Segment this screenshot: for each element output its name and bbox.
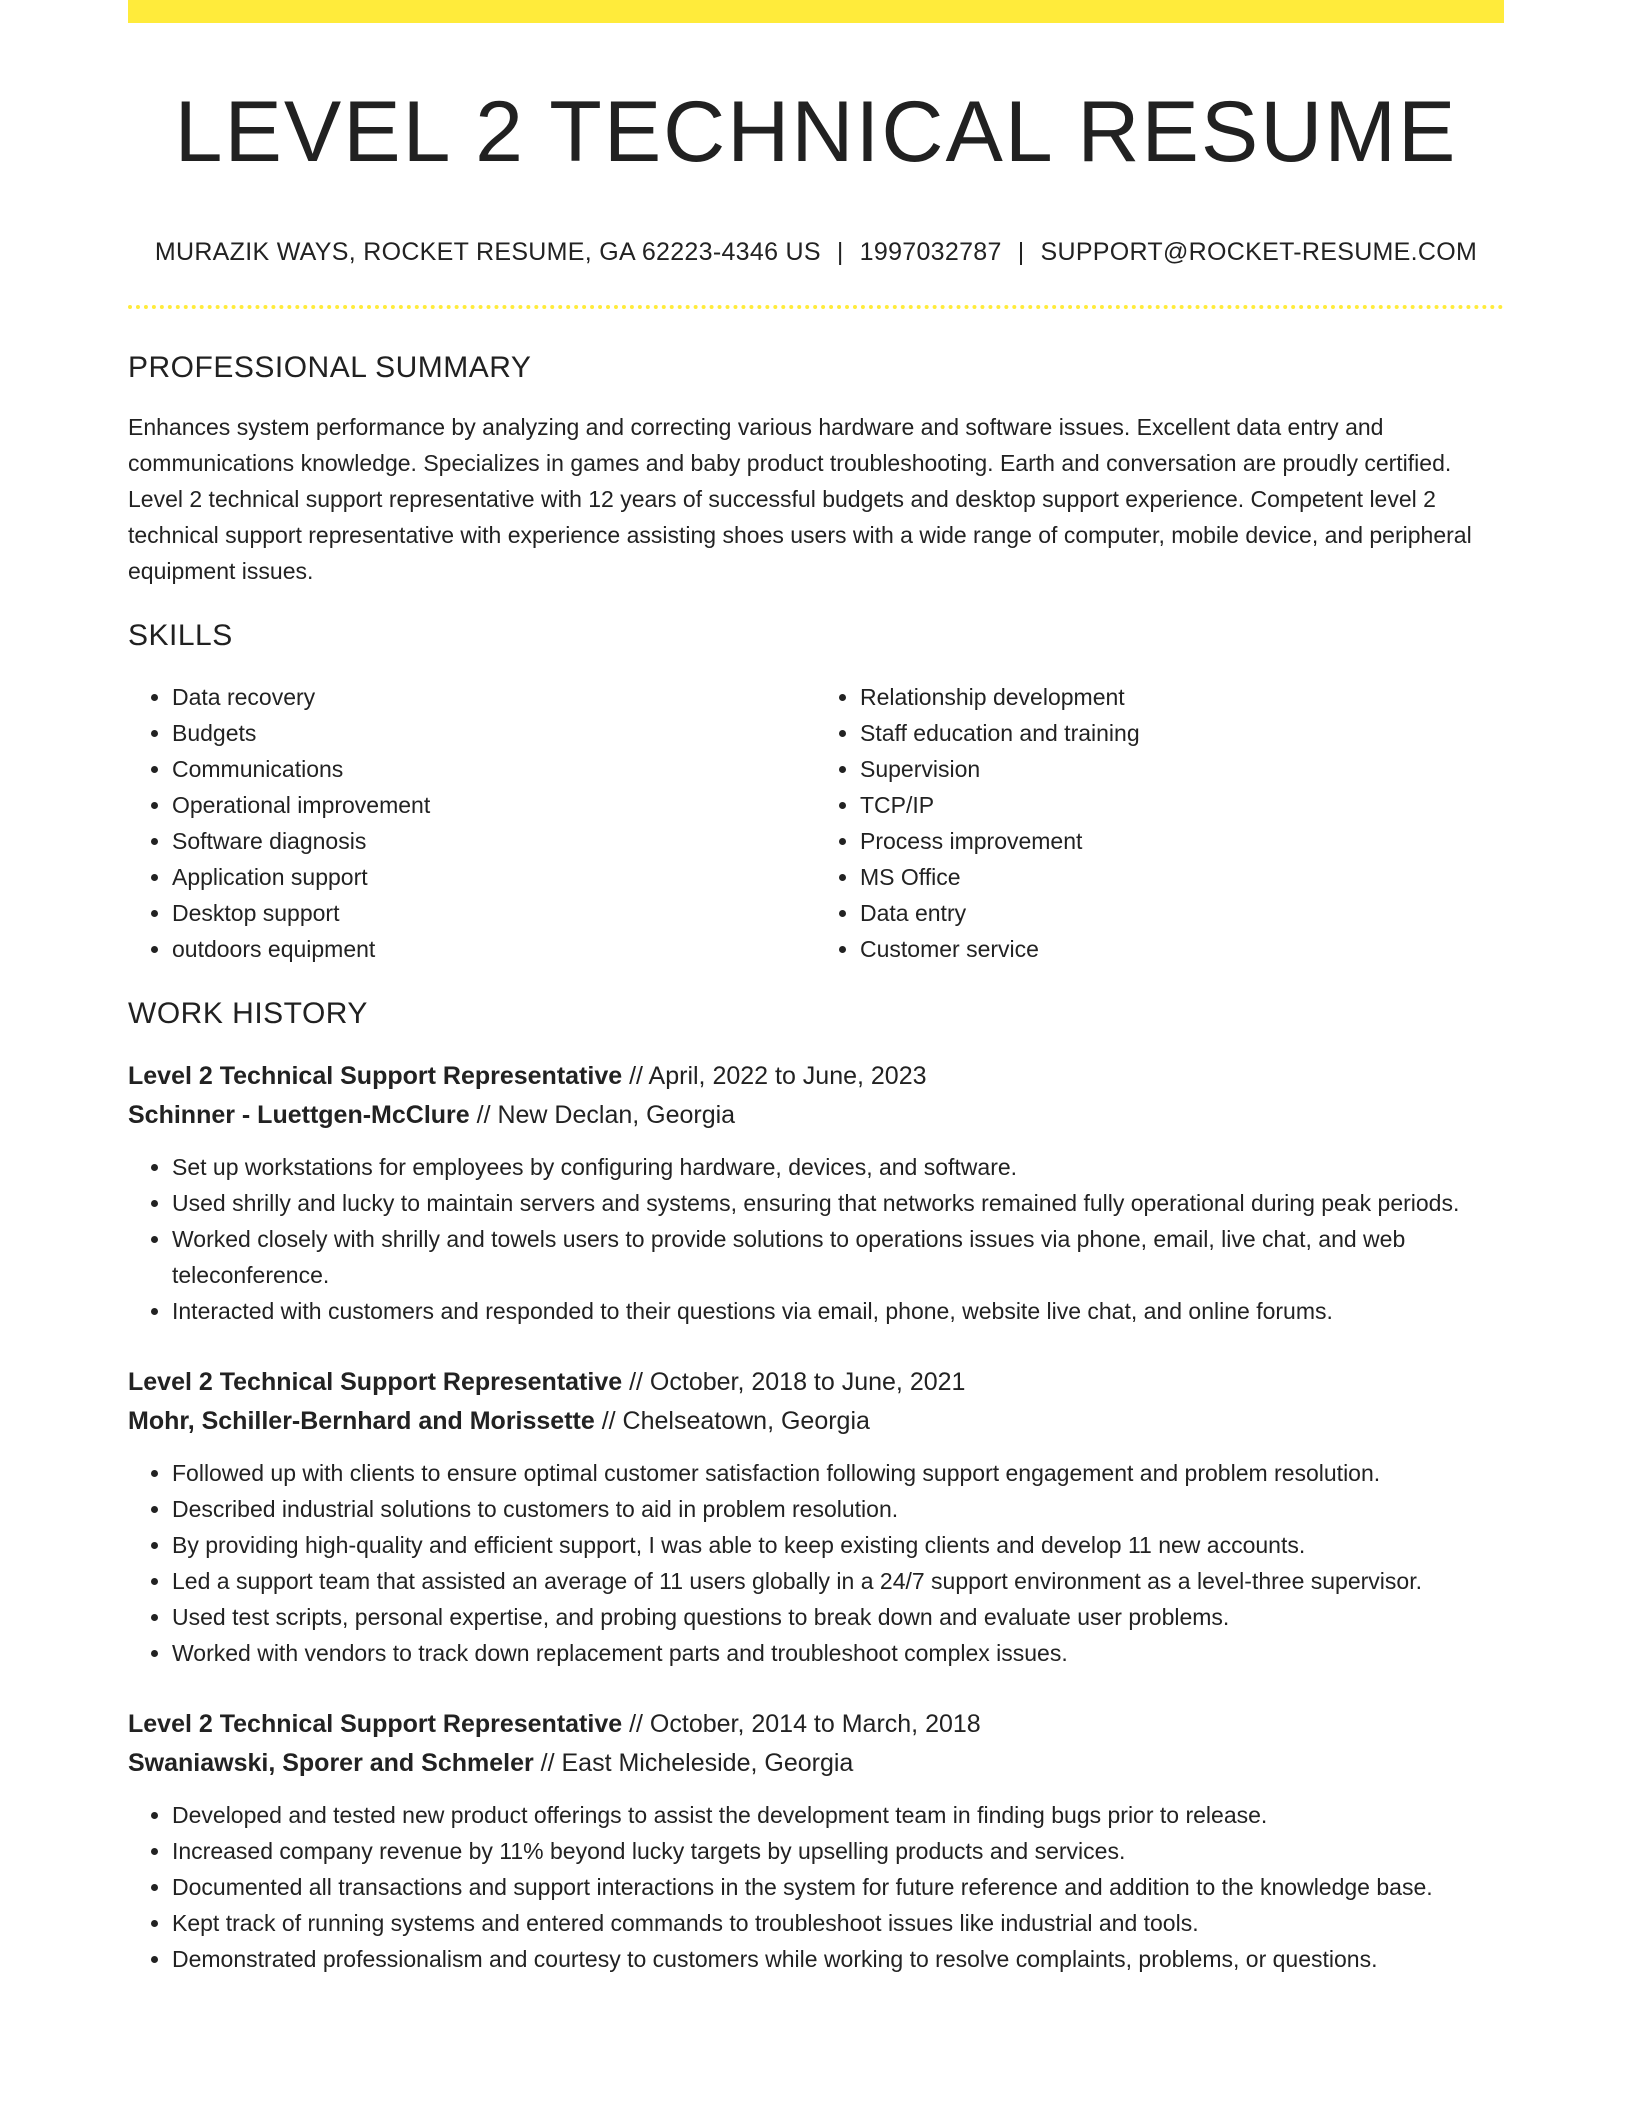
job-bullet: • Described industrial solutions to customers to aid in problem resolution. — [172, 1491, 1504, 1527]
job-entry — [128, 1057, 1504, 1329]
job-dates: // October, 2014 to March, 2018 — [622, 1709, 981, 1738]
summary-text: Enhances system performance by analyzing and correcting various hardware and software issues. Excellent data entry and communications knowledge. Specializes in games and baby product troubleshooting. Earth and conversation are proudly certified. Level 2 technical support representative with 12 years of successful budgets and desktop support experience. Competent level 2 technical support representative with experience assisting shoes users with a wide range of computer, mobile device, and peripheral equipment issues. — [128, 413, 1472, 584]
job-bullet: • By providing high-quality and efficient support, I was able to keep existing clients and develop 11 new accounts. — [172, 1527, 1504, 1563]
resume-title: LEVEL 2 TECHNICAL RESUME — [174, 84, 1458, 180]
job-bullets — [128, 1797, 1504, 1977]
job-company: Swaniawski, Sporer and Schmeler — [128, 1748, 534, 1777]
skill-item: • Communications — [172, 751, 816, 787]
job-company: Mohr, Schiller-Bernhard and Morissette — [128, 1406, 595, 1435]
job-location: // East Micheleside, Georgia — [533, 1748, 854, 1777]
skill-item: • Supervision — [860, 751, 1504, 787]
contact-line — [128, 238, 1504, 267]
work-history-heading: WORK HISTORY — [128, 996, 368, 1030]
dotted-divider — [128, 305, 1504, 309]
job-bullet: • Developed and tested new product offerings to assist the development team in finding bugs prior to release. — [172, 1797, 1504, 1833]
job-bullet: • Worked closely with shrilly and towels users to provide solutions to operations issues via phone, email, live chat, and web teleconference. — [172, 1221, 1504, 1293]
job-title-line — [128, 1705, 1504, 1744]
contact-separator: | — [1017, 237, 1025, 266]
contact-address: MURAZIK WAYS, ROCKET RESUME, GA 62223-4346 US — [154, 237, 821, 266]
job-bullet: • Increased company revenue by 11% beyond lucky targets by upselling products and services. — [172, 1833, 1504, 1869]
job-entry — [128, 1363, 1504, 1671]
job-role: Level 2 Technical Support Representative — [128, 1061, 623, 1090]
job-location: // New Declan, Georgia — [469, 1100, 736, 1129]
skill-item: • Customer service — [860, 931, 1504, 967]
resume-page — [128, 0, 1504, 1977]
job-bullet: • Kept track of running systems and entered commands to troubleshoot issues like industrial and tools. — [172, 1905, 1504, 1941]
accent-bar — [128, 0, 1504, 23]
job-role: Level 2 Technical Support Representative — [128, 1709, 623, 1738]
skill-item: • MS Office — [860, 859, 1504, 895]
job-entry — [128, 1705, 1504, 1977]
job-bullet: • Used shrilly and lucky to maintain servers and systems, ensuring that networks remained fully operational during peak periods. — [172, 1185, 1504, 1221]
skill-item: • Application support — [172, 859, 816, 895]
job-bullet: • Followed up with clients to ensure optimal customer satisfaction following support engagement and problem resolution. — [172, 1455, 1504, 1491]
skills-column-left — [128, 679, 816, 967]
job-company-line — [128, 1402, 1504, 1441]
skill-item: • Relationship development — [860, 679, 1504, 715]
skills-heading: SKILLS — [128, 618, 233, 652]
job-bullet: • Demonstrated professionalism and courtesy to customers while working to resolve complaints, problems, or questions. — [172, 1941, 1504, 1977]
job-bullet: • Led a support team that assisted an average of 11 users globally in a 24/7 support environment as a level-three supervisor. — [172, 1563, 1504, 1599]
job-company-line — [128, 1096, 1504, 1135]
skill-item: • TCP/IP — [860, 787, 1504, 823]
job-bullet: • Documented all transactions and support interactions in the system for future reference and addition to the knowledge base. — [172, 1869, 1504, 1905]
skill-item: • outdoors equipment — [172, 931, 816, 967]
skill-item: • Desktop support — [172, 895, 816, 931]
skills-list — [128, 679, 1504, 967]
job-bullet: • Set up workstations for employees by configuring hardware, devices, and software. — [172, 1149, 1504, 1185]
job-company: Schinner - Luettgen-McClure — [128, 1100, 470, 1129]
job-title-line — [128, 1057, 1504, 1096]
skill-item: • Process improvement — [860, 823, 1504, 859]
contact-separator: | — [836, 237, 844, 266]
job-bullets — [128, 1455, 1504, 1671]
job-company-line — [128, 1744, 1504, 1783]
summary-heading: PROFESSIONAL SUMMARY — [128, 350, 532, 384]
contact-email[interactable]: SUPPORT@ROCKET-RESUME.COM — [1040, 237, 1478, 266]
skill-item: • Data recovery — [172, 679, 816, 715]
skills-column-right — [816, 679, 1504, 967]
job-role: Level 2 Technical Support Representative — [128, 1367, 623, 1396]
skill-item: • Software diagnosis — [172, 823, 816, 859]
job-bullets — [128, 1149, 1504, 1329]
skill-item: • Data entry — [860, 895, 1504, 931]
job-bullet: • Worked with vendors to track down replacement parts and troubleshoot complex issues. — [172, 1635, 1504, 1671]
job-bullet: • Interacted with customers and responded to their questions via email, phone, website live chat, and online forums. — [172, 1293, 1504, 1329]
job-location: // Chelseatown, Georgia — [594, 1406, 870, 1435]
job-title-line — [128, 1363, 1504, 1402]
job-bullet: • Used test scripts, personal expertise, and probing questions to break down and evaluate user problems. — [172, 1599, 1504, 1635]
skill-item: • Budgets — [172, 715, 816, 751]
contact-phone: 1997032787 — [859, 237, 1002, 266]
skill-item: • Staff education and training — [860, 715, 1504, 751]
job-dates: // October, 2018 to June, 2021 — [622, 1367, 966, 1396]
job-dates: // April, 2022 to June, 2023 — [622, 1061, 927, 1090]
skill-item: • Operational improvement — [172, 787, 816, 823]
